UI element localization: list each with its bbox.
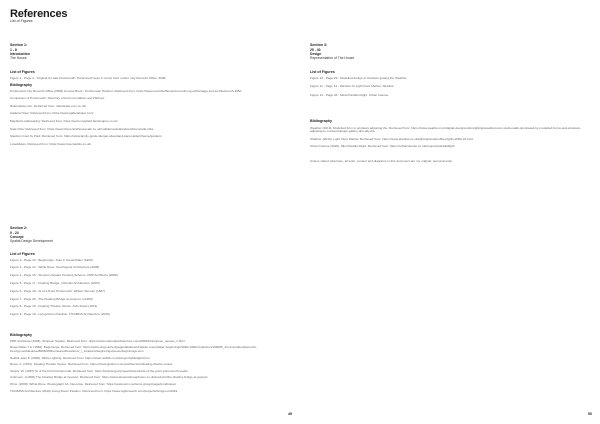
figure-item: Figure 8 - Page 18 - Floating Theatre Venice. Aldo Rossi (1979) [10,304,98,309]
section-2-topic: Spatial Design Development [10,239,53,244]
page-number-left: 49 [288,412,292,416]
figure-item: Figure 3 - Page 14 - White Rose. Neutrogena Architecture (2008) [10,265,100,270]
figure-item: Figure 10 - Page 29 - Modelled design of windows getting the Weather [310,75,407,80]
bibliography-item: Wms. (2008). White Rose. Wootograph 4A: Neurome. Retrieved from: https://www.wms.net/wms-groupimage/pondinspec [10,382,177,387]
section-3-figures-heading: List of Figures [310,70,335,75]
section-1-topic: The House [10,56,27,61]
section-1-label: Section 1: [10,43,28,47]
section-1 [10,43,290,146]
bibliography-item: Lovelidstan. Retrieved from: https://www.lovernarkits.co.uk/ [10,141,91,146]
section-2-pages: 9 - 24 [10,231,19,236]
page-number-right: 50 [588,412,592,416]
bibliography-item: Cafe Citta: Retrieved from: https://www.thecentralhousecafe.co.uk/mobile/modular/about/forum/cafe-citta [10,126,154,131]
section-1-name: Introduction [10,52,30,57]
authorship-note: Unless stated otherwise, all work, content and diagrams in this document are my original, personal work. [310,158,453,163]
right-page [300,0,600,424]
figure-item: Figure 5 - Page 17 - Floating Bridge. J Roclas Architecture (2023) [10,280,100,285]
figure-item: Figure 11 - Page 34 - Window To Light Floor Marbel, Shadow [310,84,394,89]
bibliography-item: Portsmouth City Records Office (2008) Census Book - Portsmouth Harbour. Retrieved from: https://www.recordsofficeportsmouth.org.uk/heritage and architecture/h-1950 [10,88,242,93]
figure-item: Figure 12 - Page 36 - Minal Parallel Flight. Urban Intense. [310,92,390,97]
figure-item: Figure 6 - Page 18 - St of a Point Portsmouth. William Stonum (1867) [10,288,105,293]
figure-item: Figure 1 - Page 4 - Original for-sale Portsmouth. Portsmouth town in iconic form model. City Records Office. 2008 [10,75,166,80]
bibliography-item: Rossi, A. (1979). Floating Theatre Venice. Retrieved from: https://www.ignitium.com/architecture/floating-theatre-venice [10,362,173,367]
bibliography-item: Mayfield Landscaping: Retrieved from: https://www.mayfield-landscapes.co.uk/ [10,118,118,123]
section-2-bibliography-heading: Bibliography [10,332,32,337]
section-2 [10,226,290,393]
section-2-name: Concept [10,235,24,240]
section-3-bibliography-heading: Bibliography [310,119,332,124]
section-1-bibliography-heading: Bibliography [10,83,32,88]
bibliography-item: Shadow. (2013). Light Floor Marbel. Retrieved from: https://www.shadow.co.uk/lighting/studio/offset-lights-2006-16.html [310,136,473,141]
figure-item: Figure 7 - Page 20 - The Floating Bridge at Gosport. (c1900) [10,296,93,301]
figure-item: Figure 9 - Page 19 - Living Room Pavilion. TOGBINS Architecture (2019) [10,312,110,317]
bibliography-item: Rosenthaler J.F. (1960). Beginnings. Retrieved from: https://www.ortgo.art/en/pages/ak/artworks/jean-rosenthaler-beginnings/1960-1960c/collection/1960/f5_2/composition/items/ck-8+ortgo.wolfdesk/ee/8006/26/the/neared/locations/_/_locations/beginnings/pouso/beginnings-com [10,345,257,354]
page-title: References [10,8,68,20]
section-2-figures-heading: List of Figures [10,252,35,257]
bibliography-item: Companion of Portsmouth: Directory of Accommodation and Harbour. [10,96,106,101]
bibliography-item: Rollerskate.com. Retrieved from: rollerskate.com.co.uk/ [10,103,86,108]
bibliography-item: Neilbik Jean P. (2008). White Lighting. Retrieved from: https://www.neilbik.co.uk/project/whitelight.html [10,355,150,360]
section-2-label: Section 2: [10,226,28,230]
bibliography-item: TOGBINS Architecture (2019) Living Room Pavilion. Retrieved from: https://www.togbinsarch.com/projects/livingroom2019 [10,388,178,393]
section-3-topic: Representation of The House [310,56,355,61]
bibliography-item: Urban Intense (2020). Mini Parallel Flight. Retrieved from: https://urbanintense.co.uk/projects/parallelflight [310,144,455,149]
figure-item: Figure 4 - Page 15 - Simpson Square Housing Scheme. PRP Architects (2008) [10,273,118,278]
bibliography-item: Simply. W. (1867) St of the Point Portsmouth. Retrieved from: https://artsnal.gov/project/artworks/st-of-the-point-portsmouth-studio [10,368,188,373]
bibliography-item: Weather (2019). Modelled form to windows adjusting the. Retrieved from: https://www.weather.com/digital-design/enlist-lighting/weatherroom-studio-walk-dominated-by-modelled-forms-and-windows-adjusting-to-consent/design-gallery-tips-ally-the [310,125,581,134]
bibliography-item: Stardom Cool by Park: Retrieved from: https://www.family-guide.site/get-about/and-panel-alden/theme/gardens [10,134,162,139]
section-3-name: Design [310,52,322,57]
bibliography-item: PRP Architects (2008). Simpson Square. Retrieved from: https://www.nationalarchitecture.com/2008/11/simpson_square_1.html [10,338,185,343]
section-1-pages: 1 - 8 [10,48,17,53]
section-3 [310,43,590,164]
figure-item: Figure 2 - Page 10 - Beginnings. Jean F. Rosenthaler (1960) [10,257,93,262]
section-3-pages: 25 - 40 [310,48,321,53]
section-3-label: Section 3: [310,43,328,47]
bibliography-item: Galleria Hotel: Retrieved from: https://www.galleriahotel.com/ [10,111,94,116]
bibliography-item: Unknown. (c1900) The Floating Bridge at Gosport. Retrieved from: https://www.dreamstimeaphotos.co.uk/products/the-floating-bridge-at-gosport [10,375,208,380]
page-subtitle: List of Figures [10,19,33,23]
section-1-figures-heading: List of Figures [10,70,35,75]
